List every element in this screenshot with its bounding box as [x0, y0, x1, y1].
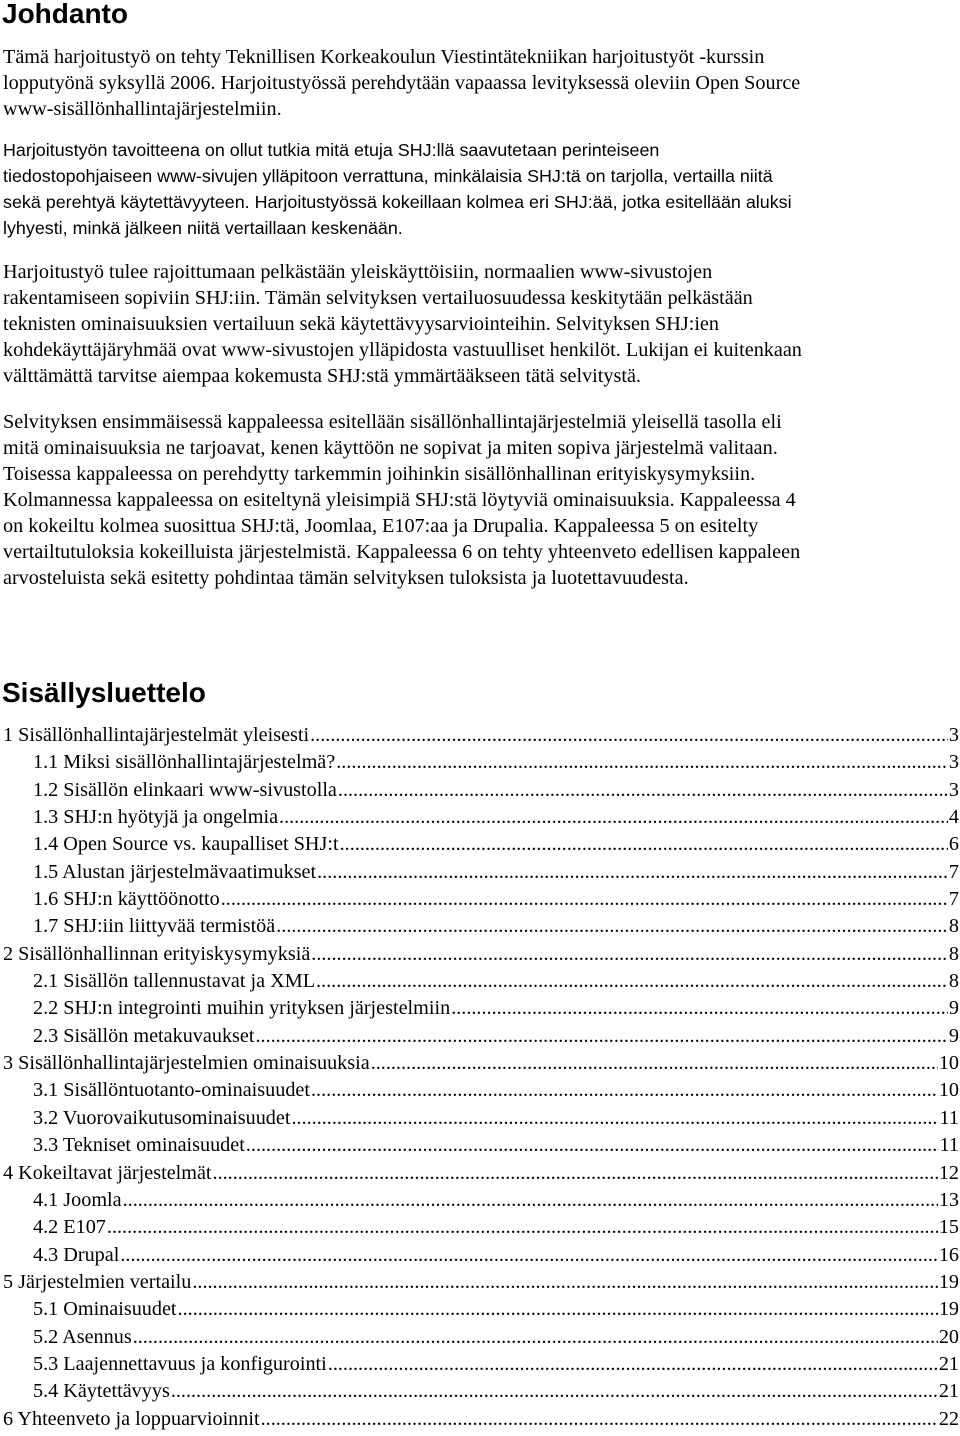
toc-entry[interactable] — [3, 995, 959, 1022]
toc-entry-page: 15 — [938, 1216, 959, 1239]
toc-dot-leader — [133, 1324, 938, 1351]
toc-entry-title: 5.2 Asennus — [33, 1325, 132, 1348]
toc-dot-leader — [279, 804, 948, 831]
toc-entry-title: 3 Sisällönhallintajärjestelmien ominaisuuksia — [3, 1052, 370, 1075]
toc-entry-page: 21 — [938, 1352, 959, 1375]
toc-entry[interactable] — [3, 1406, 959, 1433]
toc-entry-title: 3.1 Sisällöntuotanto-ominaisuudet — [33, 1079, 310, 1102]
intro-paragraph-1: Tämä harjoitustyö on tehty Teknillisen Korkeakoulun Viestintätekniikan harjoitustyöt -kurssin lopputyönä syksyllä 2006. Harjoitustyössä perehdytään vapaassa levityksessä oleviin Open Source www-sisällönhallintajärjestelmiin. — [3, 46, 801, 120]
toc-entry-title: 1.5 Alustan järjestelmävaatimukset — [33, 860, 317, 883]
toc-entry-page: 16 — [938, 1243, 959, 1266]
toc-dot-leader — [261, 1406, 938, 1433]
toc-entry-page: 7 — [948, 888, 959, 911]
toc-dot-leader — [178, 1296, 938, 1323]
toc-entry-title: 3.3 Tekniset ominaisuudet — [33, 1134, 245, 1157]
toc-entry-title: 6 Yhteenveto ja loppuarvioinnit — [3, 1407, 260, 1430]
toc-entry-page: 19 — [938, 1298, 959, 1321]
toc-entry[interactable] — [3, 1242, 959, 1269]
toc-entry-page: 3 — [948, 751, 959, 774]
toc-dot-leader — [246, 1132, 939, 1159]
toc-entry[interactable] — [3, 1105, 959, 1132]
toc-dot-leader — [311, 1077, 938, 1104]
toc-entry-page: 13 — [938, 1188, 959, 1211]
toc-dot-leader — [255, 1023, 947, 1050]
toc-entry-title: 2.2 SHJ:n integrointi muihin yrityksen järjestelmiin — [33, 997, 451, 1020]
toc-entry-title: 1.3 SHJ:n hyötyjä ja ongelmia — [33, 806, 279, 829]
toc-dot-leader — [328, 1351, 938, 1378]
toc-entry[interactable] — [3, 1187, 959, 1214]
toc-entry[interactable] — [3, 1324, 959, 1351]
toc-entry-title: 1.7 SHJ:iin liittyvää termistöä — [33, 915, 276, 938]
toc-entry-title: 1 Sisällönhallintajärjestelmät yleisesti — [3, 724, 310, 746]
toc-entry[interactable] — [3, 1050, 959, 1077]
toc-dot-leader — [221, 886, 948, 913]
toc-dot-leader — [123, 1187, 938, 1214]
toc-entry[interactable] — [3, 1269, 959, 1296]
toc-entry-title: 2.1 Sisällön tallennustavat ja XML — [33, 970, 316, 993]
intro-paragraph-2: Harjoitustyön tavoitteena on ollut tutkia mitä etuja SHJ:llä saavutetaan perinteiseen tiedostopohjaiseen www-sivujen ylläpitoon verrattuna, minkälaisia SHJ:tä on tarjolla, vertailla niitä sekä perehtyä käytettävyyteen. Harjoitustyössä kokeillaan kolmea eri SHJ:ää, jotka esitellään aluksi lyhyesti, minkä jälkeen niitä vertaillaan keskenään. — [3, 140, 792, 238]
toc-dot-leader — [213, 1160, 938, 1187]
toc-entry-title: 2.3 Sisällön metakuvaukset — [33, 1024, 255, 1047]
toc-entry-page: 9 — [948, 1024, 959, 1047]
toc-entry-page: 10 — [938, 1052, 959, 1075]
toc-entry-page: 8 — [948, 942, 959, 965]
toc-entry-page: 8 — [948, 970, 959, 993]
toc-entry[interactable] — [3, 913, 959, 940]
toc-entry-page: 6 — [948, 833, 959, 856]
toc-entry-page: 7 — [948, 860, 959, 883]
toc-entry-page: 11 — [939, 1106, 959, 1129]
intro-heading: Johdanto — [2, 0, 128, 29]
toc-dot-leader — [192, 1269, 937, 1296]
toc-entry[interactable] — [3, 1160, 959, 1187]
toc-entry[interactable] — [3, 749, 959, 776]
toc-entry-title: 4.3 Drupal — [33, 1243, 120, 1266]
toc-entry[interactable] — [3, 886, 959, 913]
toc-entry-page: 11 — [939, 1134, 959, 1157]
toc-entry[interactable] — [3, 1077, 959, 1104]
toc-entry-page: 10 — [938, 1079, 959, 1102]
toc-dot-leader — [451, 995, 948, 1022]
toc-entry[interactable] — [3, 1296, 959, 1323]
toc-entry[interactable] — [3, 859, 959, 886]
toc-entry-title: 1.4 Open Source vs. kaupalliset SHJ:t — [33, 833, 339, 856]
toc-entry-page: 12 — [938, 1161, 959, 1184]
toc-entry[interactable] — [3, 941, 959, 968]
toc-entry[interactable] — [3, 968, 959, 995]
toc-entry-title: 1.1 Miksi sisällönhallintajärjestelmä? — [33, 751, 336, 774]
toc-entry[interactable] — [3, 777, 959, 804]
toc-dot-leader — [171, 1378, 938, 1405]
toc-dot-leader — [336, 749, 948, 776]
toc-dot-leader — [107, 1214, 938, 1241]
toc-entry[interactable] — [3, 1351, 959, 1378]
toc-entry-page: 3 — [948, 724, 959, 746]
toc-dot-leader — [291, 1105, 938, 1132]
toc-entry-title: 1.2 Sisällön elinkaari www-sivustolla — [33, 778, 337, 801]
toc-dot-leader — [310, 722, 948, 749]
intro-paragraph-3: Harjoitustyö tulee rajoittumaan pelkästään yleiskäyttöisiin, normaalien www-sivustojen rakentamiseen sopiviin SHJ:iin. Tämän selvityksen vertailuosuudessa keskitytään pelkästään teknisten ominaisuuksien vertailuun sekä käytettävyysarviointeihin. Selvityksen SHJ:ien kohdekäyttäjäryhmää ovat www-sivustojen ylläpidosta vastuulliset henkilöt. Lukijan ei kuitenkaan välttämättä tarvitse aiempaa kokemusta SHJ:stä ymmärtääkseen tätä selvitystä. — [3, 261, 802, 387]
toc-dot-leader — [371, 1050, 938, 1077]
toc-entry-page: 22 — [938, 1407, 959, 1430]
toc-entry-page: 20 — [938, 1325, 959, 1348]
toc-entry-title: 5.4 Käytettävyys — [33, 1380, 170, 1403]
intro-paragraph-4: Selvityksen ensimmäisessä kappaleessa esitellään sisällönhallintajärjestelmiä yleisellä tasolla eli mitä ominaisuuksia ne tarjoavat, kenen käyttöön ne sopivat ja miten sopiva järjestelmä valitaan. Toisessa kappaleessa on perehdytty tarkemmin joihinkin sisällönhallinan erityiskysymyksiin. Kolmannessa kappaleessa on esiteltynä yleisimpiä SHJ:stä löytyviä ominaisuuksia. Kappaleessa 4 on kokeiltu kolmea suosittua SHJ:tä, Joomlaa, E107:aa ja Drupalia. Kappaleessa 5 on esitelty vertailtutuloksia kokeilluista järjestelmistä. Kappaleessa 6 on tehty yhteenveto edellisen kappaleen arvosteluista sekä esitetty pohdintaa tämän selvityksen tuloksista ja luotettavuudesta. — [3, 411, 801, 589]
toc-entry-page: 9 — [948, 997, 959, 1020]
toc-entry-title: 4.2 E107 — [33, 1216, 106, 1239]
toc-entry[interactable] — [3, 1378, 959, 1405]
toc-entry-page: 19 — [938, 1270, 959, 1293]
toc-entry-page: 8 — [948, 915, 959, 938]
toc-entry-title: 4.1 Joomla — [33, 1188, 122, 1211]
toc-entry-title: 5.1 Ominaisuudet — [33, 1298, 177, 1321]
toc-dot-leader — [340, 831, 948, 858]
toc-entry[interactable] — [3, 831, 959, 858]
toc-entry[interactable] — [3, 1214, 959, 1241]
toc-dot-leader — [338, 777, 948, 804]
toc-entry[interactable] — [3, 804, 959, 831]
toc-entry-title: 2 Sisällönhallinnan erityiskysymyksiä — [3, 942, 311, 965]
toc-dot-leader — [311, 941, 948, 968]
toc-dot-leader — [120, 1242, 937, 1269]
toc-entry-title: 1.6 SHJ:n käyttöönotto — [33, 888, 220, 911]
toc-entry[interactable] — [3, 1132, 959, 1159]
toc-entry-page: 21 — [938, 1380, 959, 1403]
toc-dot-leader — [317, 859, 948, 886]
toc-entry-page: 4 — [948, 806, 959, 829]
toc-entry[interactable] — [3, 1023, 959, 1050]
toc-entry-title: 4 Kokeiltavat järjestelmät — [3, 1161, 212, 1184]
toc-dot-leader — [316, 968, 948, 995]
toc-entry-title: 5 Järjestelmien vertailu — [3, 1270, 192, 1293]
toc-entry-title: 5.3 Laajennettavuus ja konfigurointi — [33, 1352, 327, 1375]
toc-entry-title: 3.2 Vuorovaikutusominaisuudet — [33, 1106, 291, 1129]
toc-entry[interactable] — [3, 722, 959, 749]
toc-dot-leader — [276, 913, 948, 940]
toc-entry-page: 3 — [948, 778, 959, 801]
toc-heading: Sisällysluettelo — [2, 677, 206, 708]
table-of-contents — [3, 722, 959, 1433]
